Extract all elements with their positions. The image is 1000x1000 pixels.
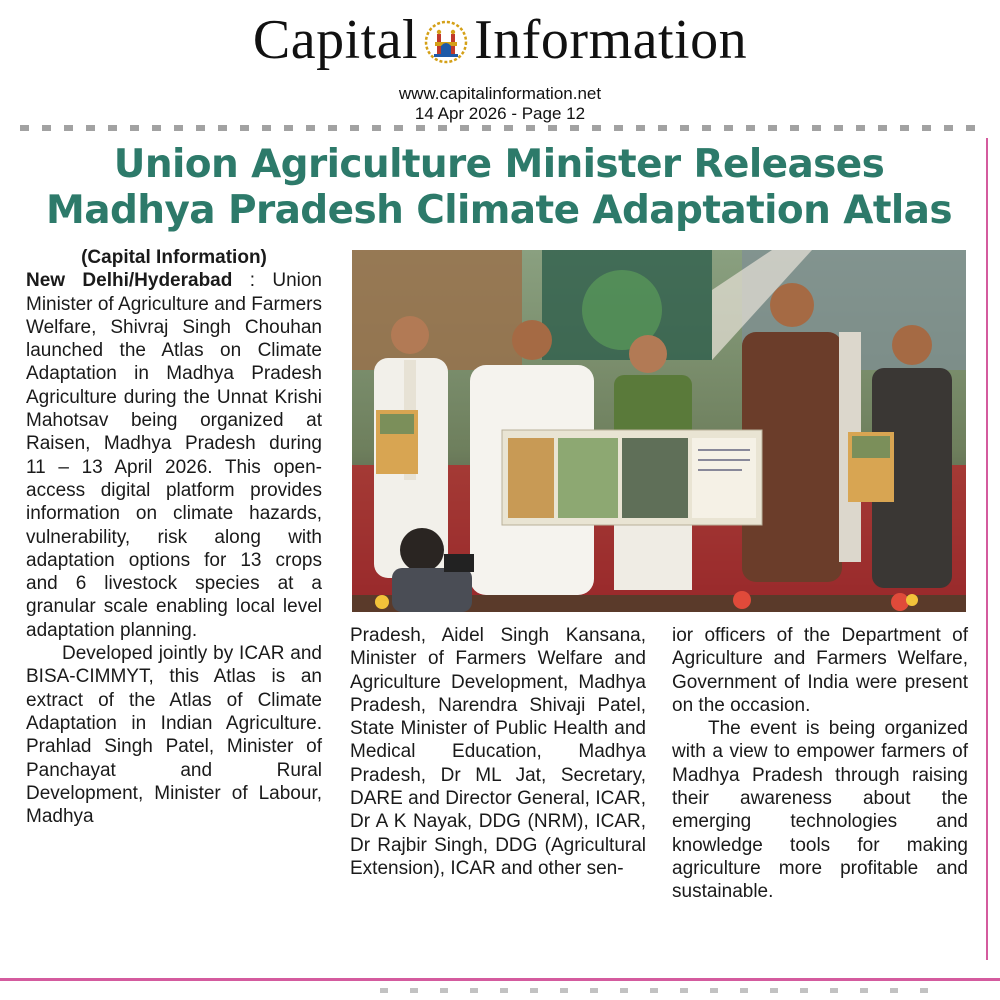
masthead-name-left: Capital bbox=[252, 9, 419, 71]
atlas-poster bbox=[502, 430, 762, 525]
headline-line-2: Madhya Pradesh Climate Adaptation Atlas bbox=[46, 188, 952, 233]
article-column-2 bbox=[350, 624, 646, 880]
masthead-name-right: Information bbox=[474, 9, 748, 71]
article-headline bbox=[24, 142, 974, 234]
masthead-url[interactable]: www.capitalinformation.net bbox=[398, 84, 602, 103]
atlas-release-photo bbox=[352, 250, 966, 612]
masthead-dateline: 14 Apr 2026 - Page 12 bbox=[414, 104, 586, 123]
article-paragraph-2c: ior officers of the Department of Agriculture and Farmers Welfare, Government of India were present on the occasion. bbox=[672, 625, 968, 716]
article-paragraph-2a: Developed jointly by ICAR and BISA-CIMMYT, this Atlas is an extract of the Atlas of Climate Adaptation in Indian Agriculture. Prahlad Singh Patel, Minister of Panchayat and Rural Development, Minister of Labour, Madhya bbox=[26, 643, 322, 828]
headline-line-1: Union Agriculture Minister Releases bbox=[113, 142, 885, 187]
cropped-bottom-strip bbox=[380, 988, 940, 993]
article-lead-paragraph bbox=[26, 269, 322, 642]
column-rule bbox=[986, 138, 988, 960]
cropped-text-strip bbox=[20, 125, 980, 131]
bottom-rule bbox=[0, 978, 1000, 981]
charminar-emblem-icon bbox=[424, 16, 468, 64]
article-column-1 bbox=[26, 246, 322, 828]
article-place: New Delhi/Hyderabad bbox=[26, 270, 233, 292]
atlas-booklet-right bbox=[848, 432, 894, 502]
masthead-title bbox=[0, 4, 1000, 76]
article-photo bbox=[352, 250, 966, 612]
article-paragraph-3: The event is being organized with a view to empower farmers of Madhya Pradesh through raising their awareness about the emerging technologies and knowledge tools for making agriculture more profitable and sustainable. bbox=[672, 718, 968, 903]
article-lead-text: : Union Minister of Agriculture and Farmers Welfare, Shivraj Singh Chouhan launched the Atlas on Climate Adaptation in Madhya Pradesh Agriculture during the Unnat Krishi Mahotsav being organized at Raisen, Madhya Pradesh during 11 – 13 April 2026. This open-access digital platform provides information on climate hazards, vulnerability, risk along with adaptation options for 13 crops and 6 livestock species at a granular scale enabling local level adaptation planning. bbox=[26, 270, 322, 641]
atlas-booklet-left bbox=[376, 410, 418, 474]
article-byline: (Capital Information) bbox=[81, 247, 267, 268]
article-column-3 bbox=[672, 624, 968, 904]
article-paragraph-2b: Pradesh, Aidel Singh Kansana, Minister of Farmers Welfare and Agriculture Development, Madhya Pradesh, Narendra Shivaji Patel, State Minister of Public Health and Medical Education, Madhya Pradesh, Dr ML Jat, Secretary, DARE and Director General, ICAR, Dr A K Nayak, DDG (NRM), ICAR, Dr Rajbir Singh, DDG (Agricultural Extension), ICAR and other sen- bbox=[350, 625, 646, 879]
